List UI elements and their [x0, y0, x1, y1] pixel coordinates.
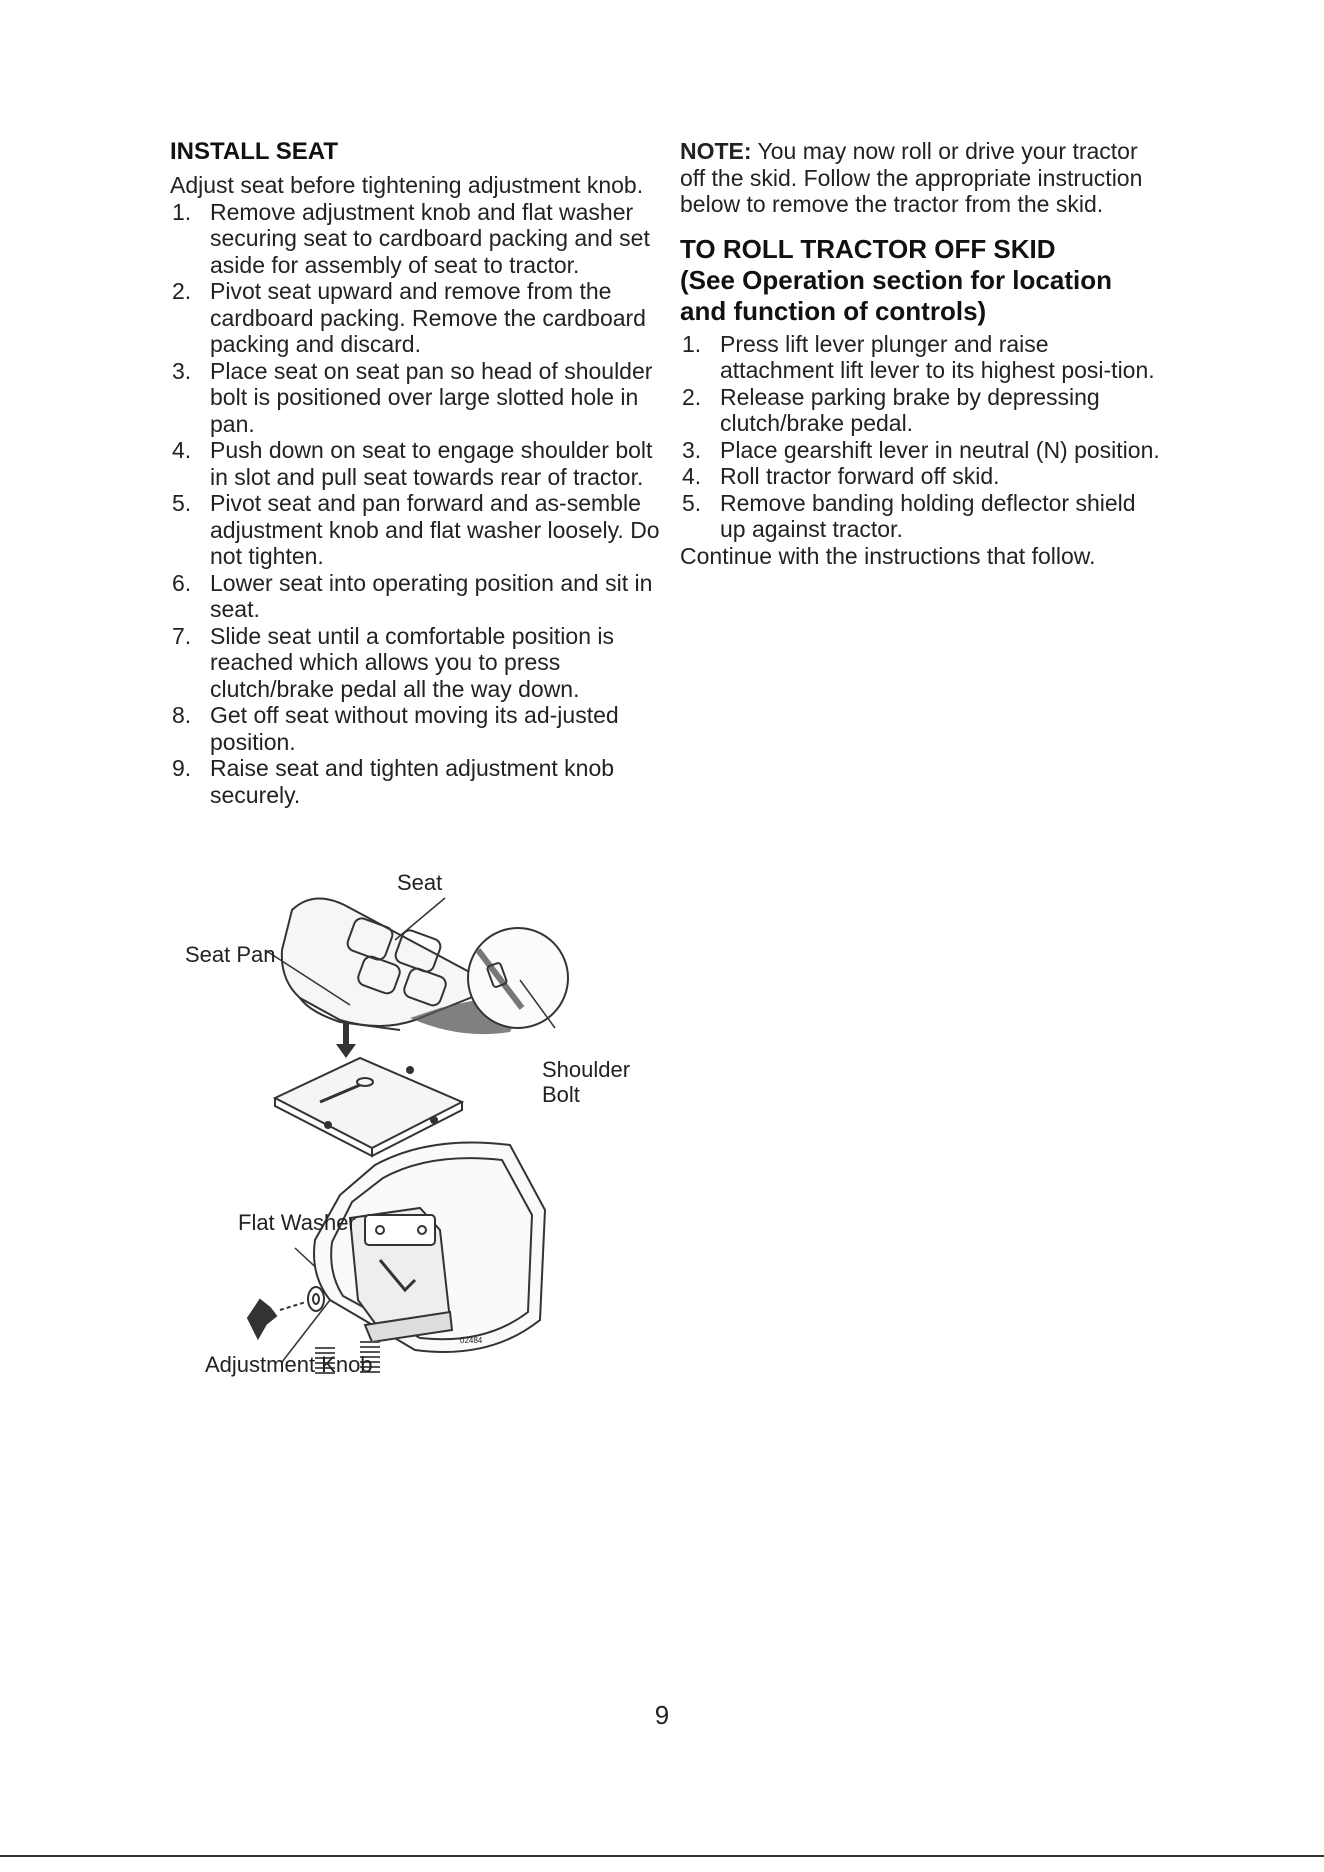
seat-rear-drawing	[314, 1143, 545, 1353]
roll-tractor-steps	[680, 331, 1160, 543]
shoulder-label: Shoulder	[542, 1057, 631, 1082]
seat-pan-label: Seat Pan	[185, 942, 276, 967]
seat-label: Seat	[397, 870, 443, 895]
install-seat-intro: Adjust seat before tightening adjustment knob.	[170, 172, 644, 198]
list-item: 3. Place seat on seat pan so head of shoulder bolt is positioned over large slotted hole in pan.	[172, 357, 653, 437]
roll-tractor-heading: TO ROLL TRACTOR OFF SKID (See Operation section for location and function of controls)	[680, 233, 1112, 326]
list-item: 5. Remove banding holding deflector shield up against tractor.	[682, 489, 1136, 542]
list-item: 5. Pivot seat and pan forward and as-semble adjustment knob and flat washer loosely. Do not tighten.	[172, 490, 660, 569]
list-item: 9. Raise seat and tighten adjustment knob securely.	[172, 755, 615, 808]
list-item: 6. Lower seat into operating position and sit in seat.	[172, 569, 653, 622]
roll-off-skid-section	[680, 138, 1160, 569]
list-item: 8. Get off seat without moving its ad-justed position.	[172, 702, 619, 755]
list-item: 2. Release parking brake by depressing clutch/brake pedal.	[682, 383, 1100, 436]
flat-washer-label: Flat Washer	[238, 1210, 356, 1235]
seat-installation-figure	[185, 870, 660, 1390]
adjustment-knob-label: Adjustment Knob	[205, 1352, 373, 1377]
down-arrow-icon	[336, 1022, 356, 1058]
note-text: You may now roll or drive your tractor off the skid. Follow the appropriate instruction below to remove the tractor from the skid.	[680, 138, 1143, 217]
washer-and-knob	[248, 1287, 324, 1338]
install-seat-steps	[170, 199, 660, 809]
list-item: 4. Roll tractor forward off skid.	[682, 463, 1000, 489]
note-paragraph	[680, 138, 1160, 218]
seat-pan-drawing	[275, 1058, 462, 1156]
list-item: 4. Push down on seat to engage shoulder bolt in slot and pull seat towards rear of tractor.	[172, 437, 653, 490]
list-item: 1. Remove adjustment knob and flat washer securing seat to cardboard packing and set aside for assembly of seat to tractor.	[172, 198, 650, 278]
list-item: 3. Place gearshift lever in neutral (N) position.	[682, 436, 1160, 463]
install-seat-section	[170, 138, 660, 808]
bolt-label: Bolt	[542, 1082, 580, 1107]
install-seat-heading: INSTALL SEAT	[170, 138, 338, 165]
shoulder-bolt-detail	[468, 928, 568, 1028]
part-code-label: 02484	[460, 1336, 483, 1345]
list-item: 7. Slide seat until a comfortable position is reached which allows you to press clutch/brake pedal all the way down.	[172, 622, 614, 702]
note-label: NOTE:	[680, 138, 752, 164]
page-number: 9	[654, 1700, 670, 1730]
closing-text: Continue with the instructions that follow.	[680, 542, 1096, 569]
list-item: 2. Pivot seat upward and remove from the cardboard packing. Remove the cardboard packing and discard.	[172, 278, 646, 357]
list-item: 1. Press lift lever plunger and raise attachment lift lever to its highest posi-tion.	[682, 330, 1155, 383]
bottom-divider	[0, 1855, 1324, 1857]
